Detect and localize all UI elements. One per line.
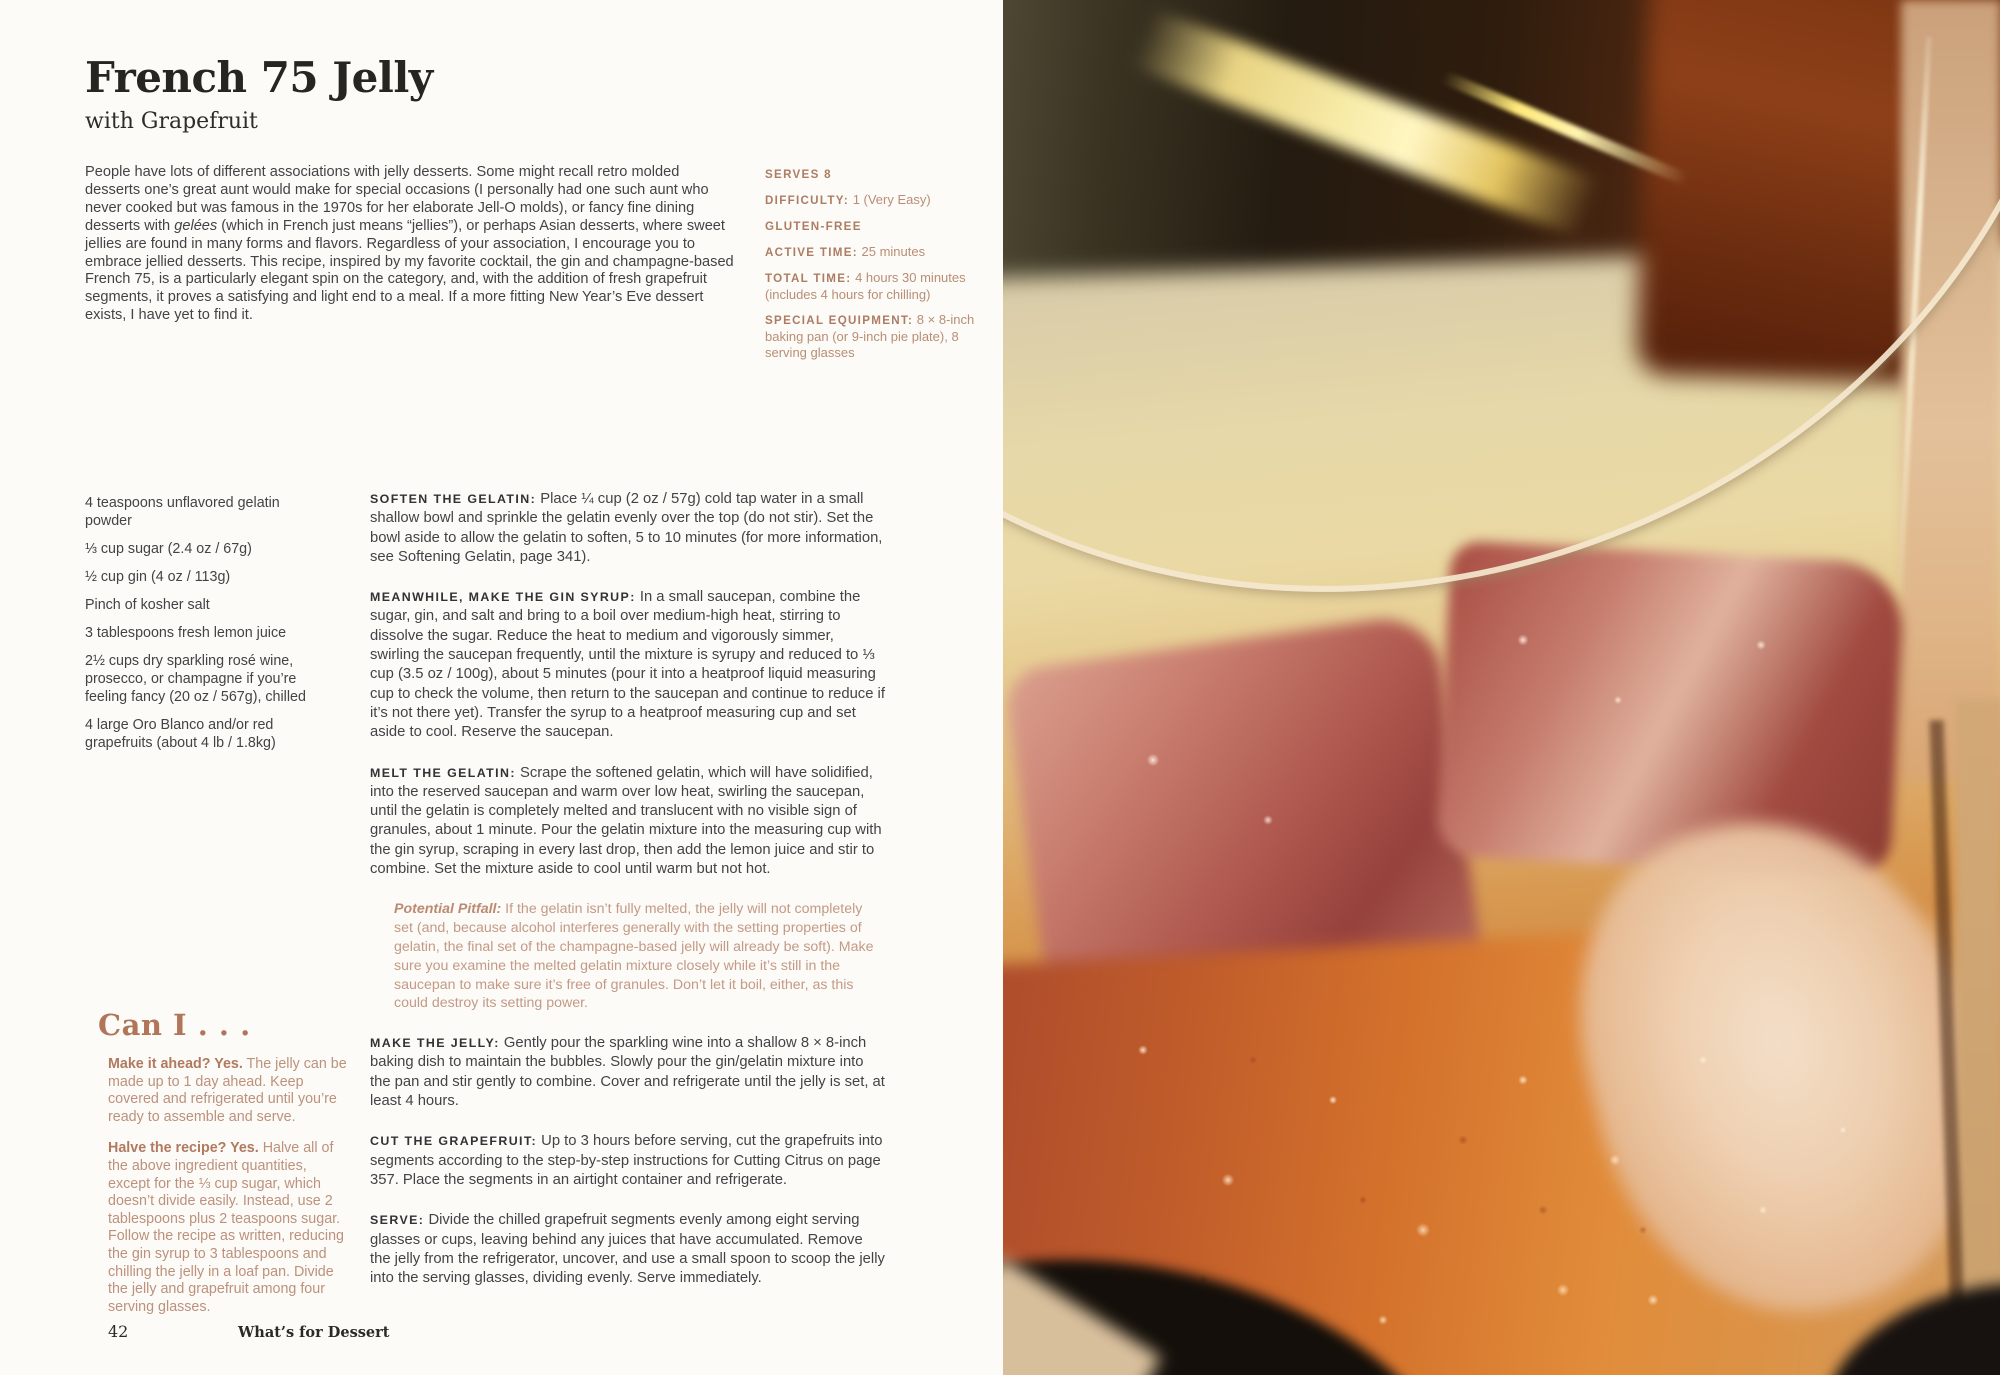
step-melt-gelatin: MELT THE GELATIN: Scrape the softened gelatin, which will have solidified, into the reserved saucepan and warm over low heat, swirling the saucepan, until the gelatin is completely melted and translucent with no visible sign of granules, about 1 minute. Pour the gelatin mixture into the measuring cup with the gin syrup, scraping in every last drop, then add the lemon juice and stir to combine. Set the mixture aside to cool until warm but not hot. — [370, 764, 882, 878]
step-cut-grapefruit: CUT THE GRAPEFRUIT: Up to 3 hours before serving, cut the grapefruits into segments according to the step-by-step instructions for Cutting Citrus on page 357. Place the segments in an airtight container and refrigerate. — [370, 1133, 883, 1188]
info-row-equipment: SPECIAL EQUIPMENT: 8 × 8-inch baking pan (or 9-inch pie plate), 8 serving glasses — [765, 312, 975, 360]
intro-italic-term: gelées — [174, 217, 218, 234]
instruction-steps — [370, 490, 886, 1309]
book-title-footer: What’s for Dessert — [238, 1324, 390, 1341]
intro-paragraph — [85, 164, 735, 325]
ingredient-item: 4 teaspoons unflavored gelatin powder — [85, 495, 280, 529]
ingredient-item: ⅓ cup sugar (2.4 oz / 67g) — [85, 541, 252, 557]
info-row-serves: SERVES 8 — [765, 168, 832, 181]
info-row-glutenfree: GLUTEN-FREE — [765, 220, 862, 233]
step-make-gin-syrup: MEANWHILE, MAKE THE GIN SYRUP: In a small saucepan, combine the sugar, gin, and salt and bring to a boil over medium-high heat, stirring to dissolve the sugar. Reduce the heat to medium and vigorously simmer, swirling the saucepan frequently, until the mixture is syrupy and reduced to ⅓ cup (3.5 oz / 100g), about 5 minutes (pour it into a heatproof liquid measuring cup to check the volume, then return to the saucepan and continue to reduce if it’s not there yet). Transfer the syrup to a heatproof measuring cup and set aside to cool. Reserve the saucepan. — [370, 589, 885, 741]
page-number: 42 — [108, 1322, 129, 1341]
recipe-info-sidebar — [765, 166, 985, 370]
ingredient-item: Pinch of kosher salt — [85, 597, 210, 613]
info-row-total-time: TOTAL TIME: 4 hours 30 minutes (includes 4 hours for chilling) — [765, 270, 966, 302]
step-serve: SERVE: Divide the chilled grapefruit segments evenly among eight serving glasses or cups, leaving behind any juices that have accumulated. Remove the jelly from the refrigerator, uncover, and use a small spoon to scoop the jelly into the serving glasses, dividing evenly. Serve immediately. — [370, 1212, 885, 1287]
intro-text-1: People have lots of different associations with jelly desserts. Some might recall retro molded desserts one’s great aunt would make for special occasions (I personally had one such aunt who never cooked but was famous in the 1970s for her elaborate Jell-O molds), or fancy fine dining desserts with — [85, 164, 709, 234]
can-i-heading: Can I . . . — [98, 1008, 251, 1042]
ingredient-item: 2½ cups dry sparkling rosé wine, prosecco, or champagne if you’re feeling fancy (20 oz / 567g), chilled — [85, 653, 306, 705]
recipe-photo — [1003, 0, 2000, 1375]
page-title: French 75 Jelly — [85, 53, 433, 102]
step-make-jelly: MAKE THE JELLY: Gently pour the sparkling wine into a shallow 8 × 8-inch baking dish to maintain the bubbles. Slowly pour the gin/gelatin mixture into the pan and stir gently to combine. Cover and refrigerate until the jelly is set, at least 4 hours. — [370, 1035, 885, 1110]
page-subtitle: with Grapefruit — [85, 109, 258, 135]
can-i-make-ahead: Make it ahead? Yes. The jelly can be made up to 1 day ahead. Keep covered and refrigerated until you’re ready to assemble and serve. — [108, 1056, 347, 1125]
ingredient-item: ½ cup gin (4 oz / 113g) — [85, 569, 231, 585]
can-i-halve-recipe: Halve the recipe? Yes. Halve all of the above ingredient quantities, except for the ⅓ cup sugar, which doesn’t divide easily. Instead, use 2 tablespoons plus 2 teaspoons sugar. Follow the recipe as written, reducing the gin syrup to 3 tablespoons and chilling the jelly in a loaf pan. Divide the jelly and grapefruit among four serving glasses. — [108, 1140, 345, 1315]
info-row-difficulty: DIFFICULTY: 1 (Very Easy) — [765, 192, 931, 207]
ingredient-list — [85, 494, 327, 762]
can-i-sidebar — [98, 1008, 348, 1316]
intro-text-2: (which in French just means “jellies”), or perhaps Asian desserts, where sweet jellies are found in many forms and flavors. Regardless of your association, I encourage you to embrace jellied desserts. This recipe, inspired by my favorite cocktail, the gin and champagne-based French 75, is a particularly elegant spin on the category, and, with the addition of fresh grapefruit segments, it proves a satisfying and light end to a meal. If a more fitting New Year’s Eve dessert exists, I have yet to find it. — [85, 217, 734, 324]
potential-pitfall-note: Potential Pitfall: If the gelatin isn’t fully melted, the jelly will not completely set (and, because alcohol interferes generally with the setting properties of gelatin, the final set of the champagne-based jelly will already be soft). Make sure you examine the melted gelatin mixture closely while it’s still in the saucepan to make sure it’s free of granules. Don’t let it boil, either, as this could destroy its setting power. — [394, 901, 874, 1012]
step-soften-gelatin: SOFTEN THE GELATIN: Place ¼ cup (2 oz / 57g) cold tap water in a small shallow bowl and sprinkle the gelatin evenly over the top (do not stir). Set the bowl aside to allow the gelatin to soften, 5 to 10 minutes (for more information, see Softening Gelatin, page 341). — [370, 491, 883, 565]
photo-bubbles — [1003, 560, 2000, 1375]
ingredient-item: 3 tablespoons fresh lemon juice — [85, 625, 287, 641]
ingredient-item: 4 large Oro Blanco and/or red grapefruits (about 4 lb / 1.8kg) — [85, 717, 276, 751]
info-row-active-time: ACTIVE TIME: 25 minutes — [765, 244, 926, 259]
title-block — [85, 53, 433, 135]
